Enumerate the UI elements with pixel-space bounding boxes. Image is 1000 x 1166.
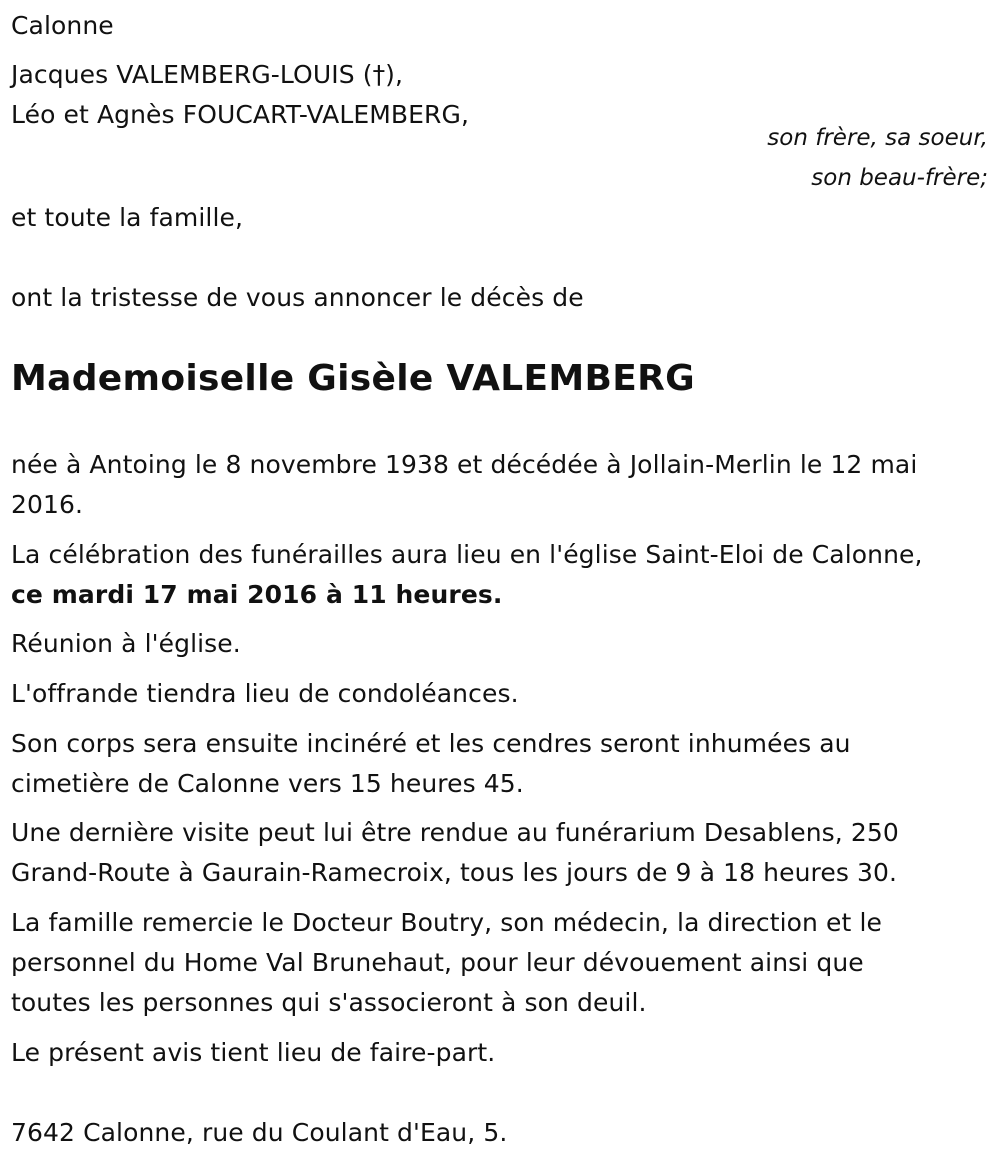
visit-line-1: Une dernière visite peut lui être rendue au funérarium Desablens, 250 (11, 818, 899, 847)
place-heading: Calonne (11, 11, 114, 40)
cremation-line-2: cimetière de Calonne vers 15 heures 45. (11, 769, 524, 798)
family-line-1: Jacques VALEMBERG-LOUIS (†), (11, 60, 404, 89)
address-line: 7642 Calonne, rue du Coulant d'Eau, 5. (11, 1118, 508, 1147)
relation-line-2: son beau-frère; (811, 165, 988, 191)
birth-line-2: 2016. (11, 490, 84, 519)
family-line-3: et toute la famille, (11, 203, 244, 232)
thanks-line-2: personnel du Home Val Brunehaut, pour leur dévouement ainsi que (11, 948, 864, 977)
funeral-date-time: ce mardi 17 mai 2016 à 11 heures. (11, 580, 503, 609)
thanks-line-3: toutes les personnes qui s'associeront à son deuil. (11, 988, 647, 1017)
reunion-line: Réunion à l'église. (11, 629, 241, 658)
cremation-line-1: Son corps sera ensuite incinéré et les cendres seront inhumées au (11, 729, 851, 758)
funeral-line-1: La célébration des funérailles aura lieu en l'église Saint-Eloi de Calonne, (11, 540, 923, 569)
announcement-intro: ont la tristesse de vous annoncer le décès de (11, 283, 584, 312)
deceased-name: Mademoiselle Gisèle VALEMBERG (11, 358, 696, 399)
birth-line-1: née à Antoing le 8 novembre 1938 et décédée à Jollain-Merlin le 12 mai (11, 450, 918, 479)
thanks-line-1: La famille remercie le Docteur Boutry, son médecin, la direction et le (11, 908, 883, 937)
notice-line: Le présent avis tient lieu de faire-part. (11, 1038, 496, 1067)
offering-line: L'offrande tiendra lieu de condoléances. (11, 679, 519, 708)
family-line-2: Léo et Agnès FOUCART-VALEMBERG, (11, 100, 470, 129)
visit-line-2: Grand-Route à Gaurain-Ramecroix, tous les jours de 9 à 18 heures 30. (11, 858, 898, 887)
relation-line-1: son frère, sa soeur, (767, 125, 988, 151)
